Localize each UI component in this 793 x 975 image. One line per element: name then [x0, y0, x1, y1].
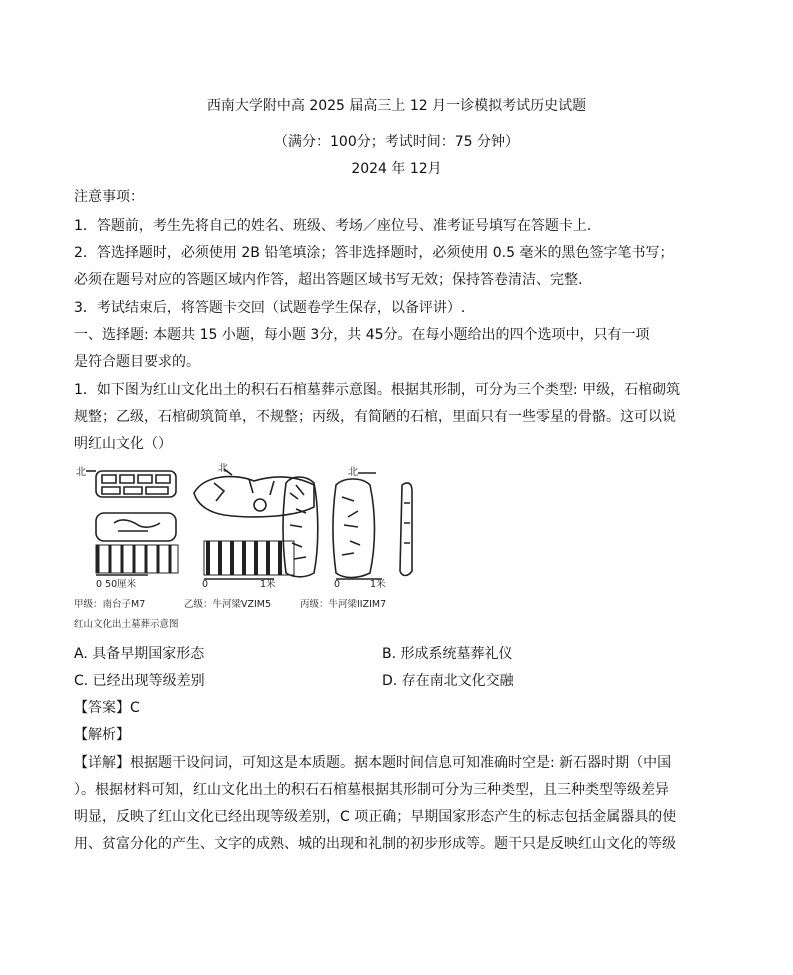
- analysis-heading: 【解析】: [74, 727, 130, 743]
- scale-label: 0: [202, 579, 209, 590]
- option-c: C. 已经出现等级差别: [74, 673, 205, 689]
- exam-date: 2024 年 12月: [351, 161, 442, 177]
- scale-label: 1米: [370, 579, 386, 590]
- section-heading: 是符合题目要求的。: [74, 354, 200, 370]
- caption-type-b: 乙级：牛河梁VZIM5: [184, 599, 272, 610]
- note-line: 2．答选择题时，必须使用 2B 铅笔填涂；答非选择题时，必须使用 0.5 毫米的黑色签字笔书写；: [74, 245, 674, 261]
- caption-type-a: 甲级：南台子M7: [74, 599, 146, 610]
- analysis-text: 【详解】根据题干设问词，可知这是本质题。据本题时间信息可知准确时空是: 新石器时期（中国: [74, 755, 672, 771]
- question-text: 明红山文化（）: [74, 436, 172, 452]
- burial-diagram-figure: [74, 463, 424, 633]
- question-text: 1．如下图为红山文化出土的积石石棺墓葬示意图。根据其形制，可分为三个类型: 甲级，石棺砌筑: [74, 382, 681, 398]
- north-label: 北: [76, 467, 86, 478]
- note-line: 必须在题号对应的答题区域内作答，超出答题区域书写无效；保持答卷清洁、完整.: [74, 272, 583, 288]
- burial-diagram: [74, 463, 424, 633]
- option-b: B. 形成系统墓葬礼仪: [382, 646, 513, 662]
- analysis-text: ）。根据材料可知，红山文化出土的积石石棺墓根据其形制可分为三种类型，且三种类型等级差异: [74, 782, 669, 798]
- exam-info: （满分：100分；考试时间：75 分钟）: [274, 134, 519, 150]
- analysis-text: 明显，反映了红山文化已经出现等级差别，C 项正确；早期国家形态产生的标志包括金属器具的使: [74, 809, 677, 825]
- figure-title: 红山文化出土墓葬示意图: [74, 619, 179, 630]
- analysis-text: 用、贫富分化的产生、文字的成熟、城的出现和礼制的初步形成等。题干只是反映红山文化的等级: [74, 836, 676, 852]
- answer-label: 【答案】C: [74, 700, 140, 716]
- svg-text:北: 北: [218, 463, 228, 474]
- scale-label: 1米: [260, 579, 276, 590]
- section-heading: 一、选择题: 本题共 15 小题，每小题 3分，共 45分。在每小题给出的四个选项中，只有一项: [74, 327, 650, 343]
- svg-text:北: 北: [348, 467, 358, 478]
- option-a: A. 具备早期国家形态: [74, 646, 205, 662]
- note-line: 3．考试结束后，将答题卡交回（试题卷学生保存，以备评讲）.: [74, 300, 466, 316]
- option-d: D. 存在南北文化交融: [382, 673, 514, 689]
- note-line: 1．答题前，考生先将自己的姓名、班级、考场／座位号、准考证号填写在答题卡上．: [74, 218, 601, 234]
- page-title: 西南大学附中高 2025 届高三上 12 月一诊模拟考试历史试题: [206, 98, 587, 114]
- scale-label: 0: [334, 579, 341, 590]
- scale-label: 0 50厘米: [96, 579, 137, 590]
- question-text: 规整；乙级，石棺砌筑简单，不规整；丙级，有简陋的石棺，里面只有一些零星的骨骼。这可以说: [74, 409, 676, 425]
- caption-type-c: 丙级：牛河梁IIZIM7: [300, 599, 387, 610]
- notes-heading: 注意事项：: [74, 189, 144, 205]
